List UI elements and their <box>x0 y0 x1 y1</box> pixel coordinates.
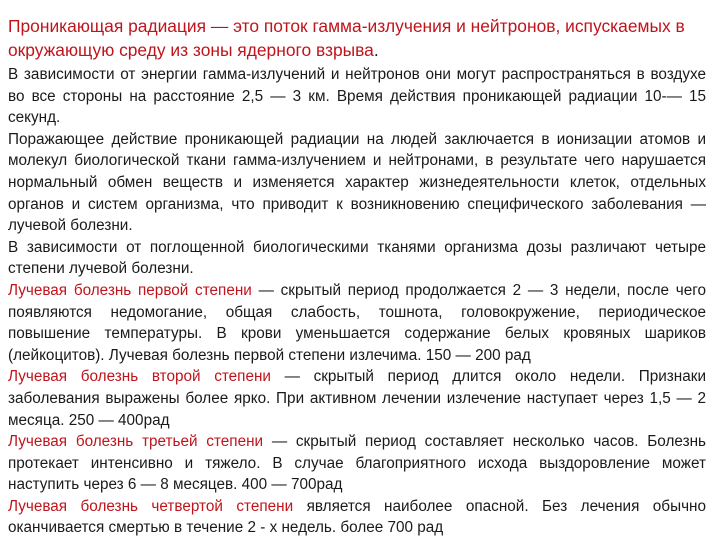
title-definition: Проникающая радиация — это поток гамма-излучения и нейтронов, испускаемых в окружающую среду из зоны ядерного взрыва <box>8 16 685 60</box>
degree-third <box>8 431 706 496</box>
degree-third-term: Лучевая болезнь третьей степени <box>8 433 264 451</box>
degree-third-text: — скрытый период составляет несколько часов. Болезнь протекает интенсивно и тяжело. В случае благоприятного исхода выздоровление может наступить через 6 — 8 месяцев. 400 — 700рад <box>8 433 706 494</box>
degree-first-text: — скрытый период продолжается 2 — 3 недели, после чего появляются недомогание, общая слабость, тошнота, головокружение, периодическое повышение температуры. В крови уменьшается содержание белых кровяных шариков (лейкоцитов). Лучевая болезнь первой степени излечима. 150 — 200 рад <box>8 281 707 364</box>
paragraph-range: В зависимости от энергии гамма-излучений и нейтронов они могут распространяться в воздухе во все стороны на расстояние 2,5 — 3 км. Время действия проникающей радиации 10-— 15 секунд. <box>8 66 706 127</box>
slide-title <box>8 14 706 62</box>
degree-first-term: Лучевая болезнь первой степени <box>8 281 252 299</box>
paragraph-degrees-intro: В зависимости от поглощенной биологическими тканями организма дозы различают четыре степени лучевой болезни. <box>8 238 706 278</box>
degree-second <box>8 366 706 431</box>
degree-fourth-term: Лучевая болезнь четвертой степени <box>8 497 294 515</box>
degree-first <box>8 280 706 366</box>
degree-second-term: Лучевая болезнь второй степени <box>8 368 271 386</box>
degree-fourth <box>8 496 706 539</box>
paragraph-effect: Поражающее действие проникающей радиации на людей заключается в ионизации атомов и молекул биологической ткани гамма-излучением и нейтронами, в результате чего нарушается нормальный обмен веществ и изменяется характер жизнедеятельности клеток, отдельных органов и систем организма, что приводит к возникновению специфического заболевания — лучевой болезни. <box>8 130 706 235</box>
degree-second-text: — скрытый период длится около недели. Признаки заболевания выражены более ярко. При активном лечении излечение наступает через 1,5 — 2 месяца. 250 — 400рад <box>8 368 706 429</box>
degree-fourth-text: является наиболее опасной. Без лечения обычно оканчивается смертью в течение 2 - х недель. более 700 рад <box>8 497 706 537</box>
title-end: . <box>373 40 379 60</box>
